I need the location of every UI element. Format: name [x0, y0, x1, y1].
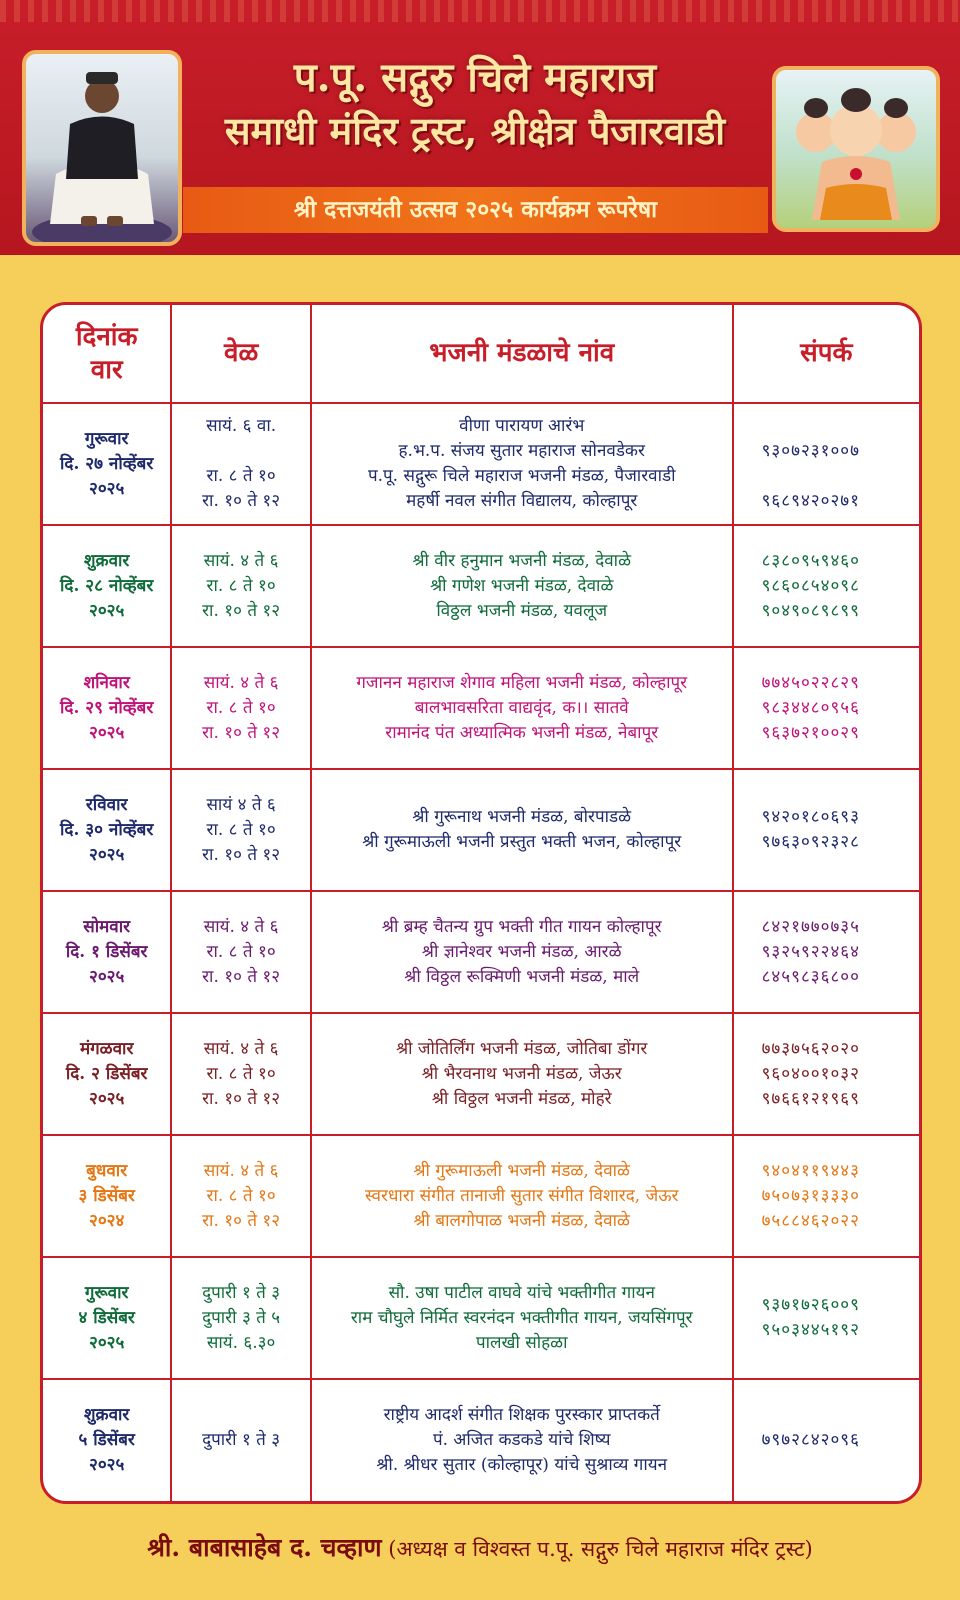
cell-time — [171, 1379, 311, 1501]
date-line: ३ डिसेंबर — [78, 1185, 135, 1206]
cell-date — [43, 647, 171, 769]
cell-mandal — [311, 769, 733, 891]
contact-line: ९३७१७२६००९ — [761, 1295, 860, 1315]
title-line-1: प.पू. सद्गुरु चिले महाराज — [293, 54, 657, 101]
mandal-line: श्री गुरूनाथ भजनी मंडळ, बोरपाडळे — [412, 807, 632, 827]
mandal-line: श्री. श्रीधर सुतार (कोल्हापूर) यांचे सुश्राव्य गायन — [376, 1455, 668, 1475]
mandal-line: वीणा पारायण आरंभ — [459, 416, 585, 436]
time-line: दुपारी १ ते ३ — [202, 1282, 281, 1303]
table-row — [43, 1379, 919, 1501]
time-line: रा. ८ ते १० — [206, 697, 276, 718]
time-line: रा. ८ ते १० — [206, 466, 276, 486]
mandal-line: सौ. उषा पाटील वाघवे यांचे भक्तीगीत गायन — [388, 1282, 655, 1303]
contact-line: ७७४५०२२८२९ — [761, 672, 860, 693]
date-line: शनिवार — [83, 672, 130, 693]
time-line: रा. ८ ते १० — [206, 819, 276, 840]
contact-line: ९०४९०८९८९९ — [761, 600, 860, 621]
time-line: रा. १० ते १२ — [202, 966, 281, 987]
date-line: मंगळवार — [79, 1038, 134, 1059]
cell-date — [43, 525, 171, 647]
cell-mandal — [311, 647, 733, 769]
mandal-line: श्री गुरूमाऊली भजनी मंडळ, देवाळे — [413, 1160, 630, 1181]
cell-date — [43, 403, 171, 525]
mandal-line: पालखी सोहळा — [475, 1332, 568, 1353]
cell-contact — [733, 769, 919, 891]
dattatreya-image — [772, 66, 940, 232]
header-time: वेळ — [171, 305, 311, 403]
time-line: रा. १० ते १२ — [202, 1210, 281, 1231]
mandal-line: श्री ज्ञानेश्वर भजनी मंडळ, आरळे — [421, 941, 622, 962]
time-line: रा. १० ते १२ — [202, 491, 281, 511]
time-line: रा. ८ ते १० — [206, 1185, 276, 1206]
mandal-line: श्री विठ्ठल रूक्मिणी भजनी मंडळ, माले — [404, 966, 640, 987]
time-line: सायं. ४ ते ६ — [203, 916, 279, 937]
title-line-2: समाधी मंदिर ट्रस्ट, श्रीक्षेत्र पैजारवाडी — [224, 108, 726, 153]
mandal-line: पं. अजित कडकडे यांचे शिष्य — [432, 1430, 611, 1450]
cell-time — [171, 1257, 311, 1379]
mandal-line: राष्ट्रीय आदर्श संगीत शिक्षक पुरस्कार प्राप्तकर्ते — [383, 1405, 660, 1425]
date-line: २०२४ — [88, 1210, 125, 1231]
contact-line: ९४२०१८०६९३ — [761, 807, 860, 827]
contact-line — [762, 464, 913, 489]
date-line: गुरूवार — [84, 428, 129, 449]
contact-line: ७७३७५६२०२० — [761, 1038, 860, 1059]
cell-date — [43, 1257, 171, 1379]
time-line — [178, 439, 304, 464]
time-line: रा. ८ ते १० — [206, 1063, 276, 1084]
time-line: रा. ८ ते १० — [206, 941, 276, 962]
time-line: सायं. ६ वा. — [206, 416, 277, 436]
cell-mandal — [311, 1135, 733, 1257]
mandal-line: श्री भैरवनाथ भजनी मंडळ, जेऊर — [421, 1063, 622, 1084]
date-line: २०२५ — [88, 1088, 125, 1109]
footer-name: श्री. बाबासाहेब द. चव्हाण — [147, 1533, 382, 1562]
mandal-line: श्री गुरूमाऊली भजनी प्रस्तुत भक्ती भजन, कोल्हापूर — [362, 832, 682, 852]
time-line: रा. १० ते १२ — [202, 1088, 281, 1109]
date-line: बुधवार — [86, 1160, 128, 1181]
footer-role: (अध्यक्ष व विश्वस्त प.पू. सद्गुरु चिले महाराज मंदिर ट्रस्ट) — [388, 1537, 813, 1561]
cell-date — [43, 891, 171, 1013]
date-line: रविवार — [85, 794, 128, 815]
table-row — [43, 1013, 919, 1135]
mandal-line: श्री वीर हनुमान भजनी मंडळ, देवाळे — [412, 550, 631, 571]
cell-time — [171, 1013, 311, 1135]
time-line: सायं ४ ते ६ — [206, 794, 276, 815]
mandal-line: महर्षी नवल संगीत विद्यालय, कोल्हापूर — [406, 491, 638, 511]
contact-line: ९७६६१२१९६९ — [761, 1088, 860, 1109]
table-row — [43, 1257, 919, 1379]
date-line: गुरूवार — [84, 1282, 129, 1303]
mandal-line: बालभावसरिता वाद्यवृंद, क।। सातवे — [414, 697, 629, 718]
cell-time — [171, 1135, 311, 1257]
mandal-line: राम चौघुले निर्मित स्वरनंदन भक्तीगीत गायन, जयसिंगपूर — [350, 1307, 693, 1328]
contact-line: ७५०७३१३३३० — [761, 1185, 860, 1206]
guru-photo — [22, 50, 182, 246]
contact-line: ९४०४११९४४३ — [761, 1160, 860, 1181]
contact-line: ९६०४००१०३२ — [761, 1063, 860, 1084]
contact-line: ९८३४४८०९५६ — [761, 697, 860, 718]
table-row — [43, 891, 919, 1013]
cell-date — [43, 1135, 171, 1257]
date-line: सोमवार — [83, 916, 131, 937]
schedule-table — [40, 302, 922, 1504]
cell-time — [171, 769, 311, 891]
cell-contact — [733, 1013, 919, 1135]
table-row — [43, 769, 919, 891]
date-line: शुक्रवार — [83, 1405, 130, 1425]
table-row — [43, 1135, 919, 1257]
contact-line: ९५०३४४५१९२ — [761, 1320, 860, 1340]
table-row — [43, 525, 919, 647]
contact-line: ९८६०८५४०९८ — [761, 575, 860, 596]
date-line: दि. २७ नोव्हेंबर — [60, 453, 154, 474]
contact-line: ९३०७२३१००७ — [761, 441, 860, 461]
header-mandal: भजनी मंडळाचे नांव — [311, 305, 733, 403]
contact-line: ९७६३०९२३२८ — [761, 832, 860, 852]
cell-contact — [733, 525, 919, 647]
cell-contact — [733, 1257, 919, 1379]
cell-mandal — [311, 891, 733, 1013]
mandal-line: श्री विठ्ठल भजनी मंडळ, मोहरे — [431, 1088, 612, 1109]
table-row — [43, 647, 919, 769]
mandal-line: गजानन महाराज शेगाव महिला भजनी मंडळ, कोल्हापूर — [356, 672, 688, 693]
date-line: २०२५ — [88, 722, 125, 743]
contact-line: ८३८०९५९४६० — [761, 550, 860, 571]
cell-date — [43, 769, 171, 891]
contact-line: ७९७२८४२०९६ — [761, 1430, 860, 1450]
mandal-line: श्री जोतिर्लिंग भजनी मंडळ, जोतिबा डोंगर — [396, 1038, 648, 1059]
contact-line: ८४२१७७०७३५ — [761, 916, 860, 937]
mandal-line: विठ्ठल भजनी मंडळ, यवलूज — [436, 600, 608, 621]
cell-date — [43, 1379, 171, 1501]
date-line: ५ डिसेंबर — [78, 1430, 135, 1450]
cell-time — [171, 891, 311, 1013]
date-line: दि. ३० नोव्हेंबर — [60, 819, 154, 840]
date-line: २०२५ — [88, 966, 125, 987]
time-line: रा. १० ते १२ — [202, 722, 281, 743]
date-line: ४ डिसेंबर — [78, 1307, 135, 1328]
cell-time — [171, 403, 311, 525]
time-line: रा. १० ते १२ — [202, 600, 281, 621]
header-contact: संपर्क — [733, 305, 919, 403]
cell-contact — [733, 1135, 919, 1257]
subtitle-bar: श्री दत्तजयंती उत्सव २०२५ कार्यक्रम रूपरेषा — [183, 187, 768, 233]
contact-line: ८४५९८३६८०० — [761, 966, 860, 987]
date-line: दि. २९ नोव्हेंबर — [60, 697, 154, 718]
cell-contact — [733, 1379, 919, 1501]
cell-time — [171, 525, 311, 647]
cell-mandal — [311, 403, 733, 525]
time-line: सायं. ६.३० — [206, 1332, 276, 1353]
cell-time — [171, 647, 311, 769]
cell-date — [43, 1013, 171, 1135]
footer-signature — [0, 1530, 960, 1564]
contact-line: ९६३७२१००२९ — [761, 722, 860, 743]
cell-contact — [733, 403, 919, 525]
mandal-line: प.पू. सद्गुरू चिले महाराज भजनी मंडळ, पैजारवाडी — [367, 466, 676, 486]
contact-line: ७५८८४६२०२२ — [761, 1210, 860, 1231]
mandal-line: श्री ब्रम्ह चैतन्य ग्रुप भक्ती गीत गायन कोल्हापूर — [381, 916, 662, 937]
mandal-line: स्वरधारा संगीत तानाजी सुतार संगीत विशारद, जेऊर — [364, 1185, 679, 1206]
contact-line — [762, 414, 913, 439]
cell-mandal — [311, 1379, 733, 1501]
contact-line: ९३२५९२२४६४ — [761, 941, 860, 962]
cell-mandal — [311, 525, 733, 647]
date-line: दि. १ डिसेंबर — [65, 941, 148, 962]
contact-line: ९६८९४२०२७१ — [761, 491, 860, 511]
date-line: दि. २८ नोव्हेंबर — [60, 575, 154, 596]
date-line: २०२५ — [88, 478, 125, 499]
date-line: २०२५ — [88, 1332, 125, 1353]
mandal-line: श्री गणेश भजनी मंडळ, देवाळे — [430, 575, 614, 596]
mandal-line: श्री बालगोपाळ भजनी मंडळ, देवाळे — [413, 1210, 630, 1231]
date-line: २०२५ — [88, 844, 125, 865]
time-line: दुपारी ३ ते ५ — [202, 1307, 281, 1328]
header-banner — [0, 0, 960, 255]
time-line: दुपारी १ ते ३ — [202, 1430, 281, 1450]
date-line: २०२५ — [88, 1455, 125, 1475]
time-line: सायं. ४ ते ६ — [203, 550, 279, 571]
cell-mandal — [311, 1013, 733, 1135]
header-date: दिनांक वार — [43, 305, 171, 403]
date-line: २०२५ — [88, 600, 125, 621]
time-line: सायं. ४ ते ६ — [203, 1160, 279, 1181]
time-line: सायं. ४ ते ६ — [203, 1038, 279, 1059]
mandal-line: ह.भ.प. संजय सुतार महाराज सोनवडेकर — [398, 441, 645, 461]
table-header-row — [43, 305, 919, 403]
cell-contact — [733, 891, 919, 1013]
time-line: रा. ८ ते १० — [206, 575, 276, 596]
cell-mandal — [311, 1257, 733, 1379]
time-line: रा. १० ते १२ — [202, 844, 281, 865]
mandal-line: रामानंद पंत अध्यात्मिक भजनी मंडळ, नेबापूर — [385, 722, 659, 743]
cell-contact — [733, 647, 919, 769]
date-line: दि. २ डिसेंबर — [65, 1063, 148, 1084]
time-line: सायं. ४ ते ६ — [203, 672, 279, 693]
table-row — [43, 403, 919, 525]
date-line: शुक्रवार — [83, 550, 130, 571]
